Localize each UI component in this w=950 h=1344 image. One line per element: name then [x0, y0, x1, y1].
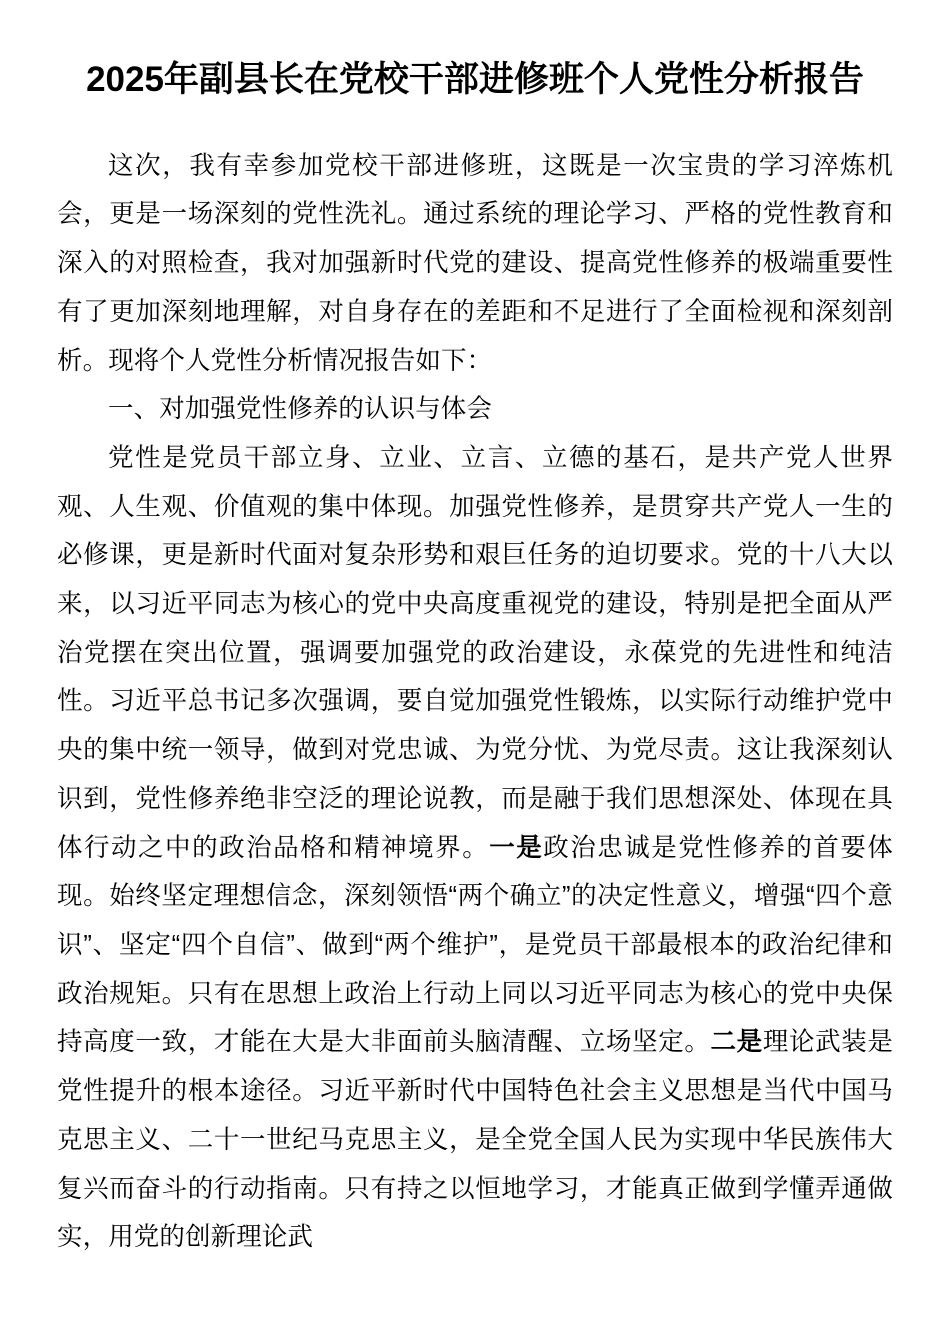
- emphasis-run: 一是: [489, 833, 544, 862]
- text-run: 理论武装是党性提升的根本途径。习近平新时代中国特色社会主义思想是当代中国马克思主义、二十一世纪马克思主义，是全党全国人民为实现中华民族伟大复兴而奋斗的行动指南。只有持之以恒地学习，才能真正做到学懂弄通做实，用党的创新理论武: [57, 1028, 893, 1252]
- emphasis-run: 二是: [710, 1028, 763, 1057]
- paragraph-opening: [57, 142, 893, 386]
- heading-section-one: [57, 385, 893, 434]
- text-run: 政治忠诚是党性修养的首要体现。始终坚定理想信念，深刻领悟“两个确立”的决定性意义，增强“四个意识”、坚定“四个自信”、做到“两个维护”，是党员干部最根本的政治纪律和政治规矩。只有在思想上政治上行动上同以习近平同志为核心的党中央保持高度一致，才能在大是大非面前头脑清醒、立场坚定。: [57, 833, 893, 1057]
- paragraph-list: [57, 142, 893, 1262]
- paragraph-section-one-body: [57, 434, 893, 1262]
- text-run: 党性是党员干部立身、立业、立言、立德的基石，是共产党人世界观、人生观、价值观的集中体现。加强党性修养，是贯穿共产党人一生的必修课，更是新时代面对复杂形势和艰巨任务的迫切要求。党的十八大以来，以习近平同志为核心的党中央高度重视党的建设，特别是把全面从严治党摆在突出位置，强调要加强党的政治建设，永葆党的先进性和纯洁性。习近平总书记多次强调，要自觉加强党性锻炼，以实际行动维护党中央的集中统一领导，做到对党忠诚、为党分忧、为党尽责。这让我深刻认识到，党性修养绝非空泛的理论说教，而是融于我们思想深处、体现在具体行动之中的政治品格和精神境界。: [57, 443, 893, 862]
- title-spacer: [57, 102, 893, 142]
- document-body: [57, 0, 893, 1262]
- text-run: 这次，我有幸参加党校干部进修班，这既是一次宝贵的学习淬炼机会，更是一场深刻的党性洗礼。通过系统的理论学习、严格的党性教育和深入的对照检查，我对加强新时代党的建设、提高党性修养的极端重要性有了更加深刻地理解，对自身存在的差距和不足进行了全面检视和深刻剖析。现将个人党性分析情况报告如下：: [57, 151, 893, 375]
- text-run: 一、对加强党性修养的认识与体会: [108, 395, 493, 424]
- page-title: 2025年副县长在党校干部进修班个人党性分析报告: [86, 60, 864, 99]
